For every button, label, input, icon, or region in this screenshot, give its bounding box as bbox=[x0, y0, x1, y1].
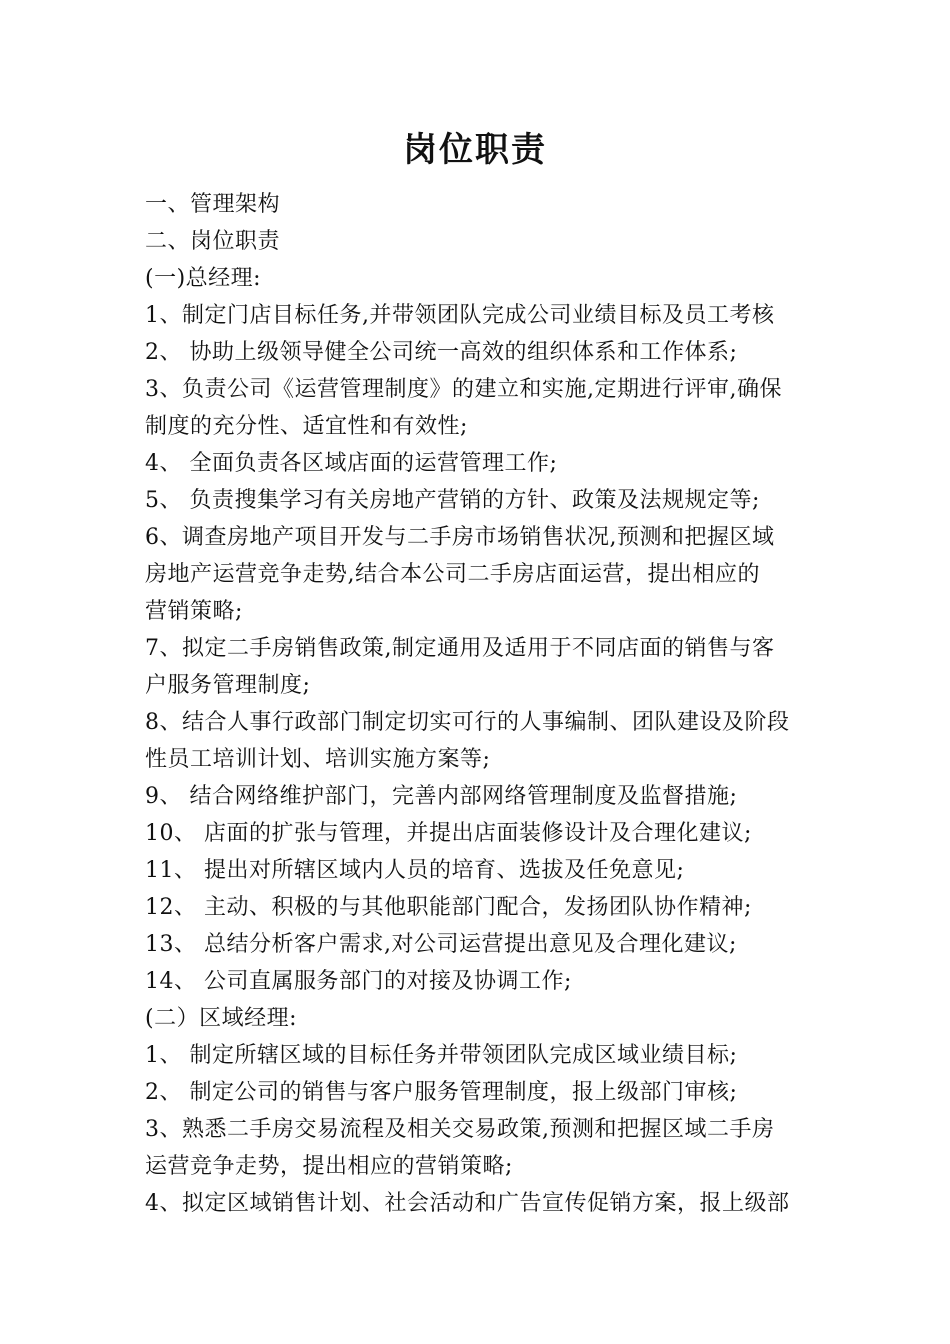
document-body bbox=[145, 186, 815, 1222]
text-line: 9、 结合网络维护部门，完善内部网络管理制度及监督措施; bbox=[145, 784, 738, 809]
text-line: 6、调查房地产项目开发与二手房市场销售状况,预测和把握区域 bbox=[145, 525, 775, 550]
text-line: 制度的充分性、适宜性和有效性; bbox=[145, 414, 468, 439]
page-title: 岗位职责 bbox=[403, 130, 547, 170]
text-line: (一)总经理: bbox=[145, 266, 262, 291]
text-line: 户服务管理制度; bbox=[145, 673, 311, 698]
text-line: 14、 公司直属服务部门的对接及协调工作; bbox=[145, 969, 572, 994]
text-line: 运营竞争走势，提出相应的营销策略; bbox=[145, 1154, 513, 1179]
text-line: 1、制定门店目标任务,并带领团队完成公司业绩目标及员工考核 bbox=[145, 303, 775, 328]
text-line: 8、结合人事行政部门制定切实可行的人事编制、团队建设及阶段 bbox=[145, 710, 790, 735]
text-line: 4、拟定区域销售计划、社会活动和广告宣传促销方案，报上级部 bbox=[145, 1191, 790, 1216]
text-line: 13、 总结分析客户需求,对公司运营提出意见及合理化建议; bbox=[145, 932, 737, 957]
text-line: 5、 负责搜集学习有关房地产营销的方针、政策及法规规定等; bbox=[145, 488, 760, 513]
text-line: 性员工培训计划、培训实施方案等; bbox=[145, 747, 491, 772]
text-line: 2、 制定公司的销售与客户服务管理制度，报上级部门审核; bbox=[145, 1080, 738, 1105]
text-line: 二、岗位职责 bbox=[145, 229, 281, 254]
text-line: 一、管理架构 bbox=[145, 192, 281, 217]
text-line: 10、 店面的扩张与管理，并提出店面装修设计及合理化建议; bbox=[145, 821, 752, 846]
text-line: 11、 提出对所辖区域内人员的培育、选拔及任免意见; bbox=[145, 858, 685, 883]
text-line: 2、 协助上级领导健全公司统一高效的组织体系和工作体系; bbox=[145, 340, 738, 365]
text-line: 房地产运营竞争走势,结合本公司二手房店面运营，提出相应的 bbox=[145, 562, 760, 587]
text-line: 3、负责公司《运营管理制度》的建立和实施,定期进行评审,确保 bbox=[145, 377, 782, 402]
text-line: 12、 主动、积极的与其他职能部门配合，发扬团队协作精神; bbox=[145, 895, 752, 920]
text-line: 1、 制定所辖区域的目标任务并带领团队完成区域业绩目标; bbox=[145, 1043, 738, 1068]
text-line: 营销策略; bbox=[145, 599, 243, 624]
text-line: 4、 全面负责各区域店面的运营管理工作; bbox=[145, 451, 558, 476]
text-line: 3、熟悉二手房交易流程及相关交易政策,预测和把握区域二手房 bbox=[145, 1117, 775, 1142]
text-line: 7、拟定二手房销售政策,制定通用及适用于不同店面的销售与客 bbox=[145, 636, 775, 661]
text-line: (二）区域经理: bbox=[145, 1006, 297, 1031]
